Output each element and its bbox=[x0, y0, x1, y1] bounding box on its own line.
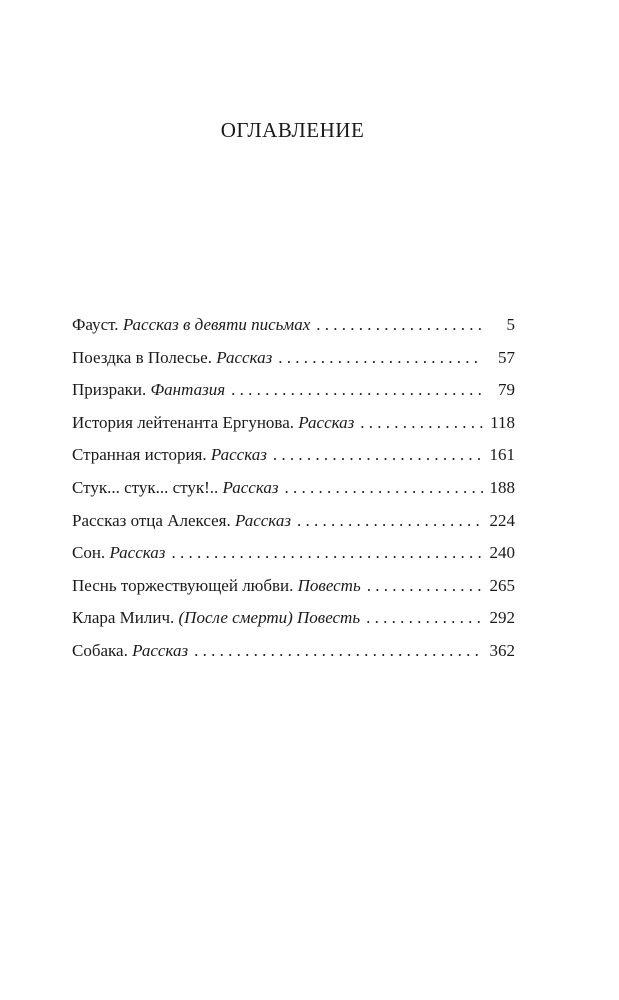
toc-entry[interactable] bbox=[72, 511, 515, 544]
toc-leader-dots bbox=[316, 315, 483, 335]
toc-leader-dots bbox=[231, 380, 483, 400]
toc-entry[interactable] bbox=[72, 641, 515, 674]
toc-entry-title: Клара Милич. bbox=[72, 608, 175, 628]
toc-entry-page: 224 bbox=[489, 510, 515, 530]
toc-entry-page: 292 bbox=[489, 608, 515, 628]
toc-entry-page: 57 bbox=[498, 347, 515, 367]
toc-leader-dots bbox=[285, 478, 483, 498]
toc-entry-genre: (После смерти) Повесть bbox=[178, 608, 361, 628]
toc-entry-page: 118 bbox=[490, 412, 515, 432]
toc-leader-dots bbox=[297, 511, 483, 531]
toc-entry-genre: Повесть bbox=[297, 575, 361, 595]
toc-entry-title: Сон. bbox=[72, 543, 106, 563]
toc-entry[interactable] bbox=[72, 478, 515, 511]
toc-entry[interactable] bbox=[72, 576, 515, 609]
toc-entry-genre: Рассказ bbox=[210, 445, 267, 465]
toc-entry[interactable] bbox=[72, 380, 515, 413]
toc-entry-genre: Рассказ bbox=[234, 510, 291, 530]
toc-leader-dots bbox=[278, 348, 483, 368]
toc-leader-dots bbox=[171, 543, 483, 563]
toc-entry-title: Поездка в Полесье. bbox=[72, 347, 212, 367]
toc-entry-page: 161 bbox=[489, 445, 515, 465]
toc-entry-page: 5 bbox=[506, 315, 515, 334]
toc-entry-title: Призраки. bbox=[72, 380, 147, 400]
toc-entry-title: Фауст. bbox=[72, 315, 119, 334]
toc-entry-title: Собака. bbox=[72, 640, 128, 660]
toc-entry-genre: Рассказ в девяти письмах bbox=[122, 315, 311, 334]
toc-entry-title: Странная история. bbox=[72, 445, 207, 465]
toc-leader-dots bbox=[273, 445, 483, 465]
toc-entry-genre: Рассказ bbox=[109, 543, 166, 563]
toc-entry-page: 265 bbox=[489, 575, 515, 595]
toc-entry[interactable] bbox=[72, 608, 515, 641]
toc-entry-page: 362 bbox=[489, 640, 515, 660]
toc-leader-dots bbox=[360, 413, 483, 433]
toc-entry[interactable] bbox=[72, 543, 515, 576]
toc-entry[interactable] bbox=[72, 315, 515, 348]
toc-entry-genre: Фантазия bbox=[150, 380, 226, 400]
toc-entry-page: 79 bbox=[498, 380, 515, 400]
toc-entry-genre: Рассказ bbox=[132, 640, 189, 660]
toc-leader-dots bbox=[366, 608, 483, 628]
toc-entry[interactable] bbox=[72, 348, 515, 381]
toc-entry[interactable] bbox=[72, 413, 515, 446]
toc-entry-title: Стук... стук... стук!.. bbox=[72, 477, 219, 497]
toc-leader-dots bbox=[367, 576, 483, 596]
toc-entry-title: Рассказ отца Алексея. bbox=[72, 510, 231, 530]
toc-entry-title: Песнь торжествующей любви. bbox=[72, 575, 294, 595]
toc-entry-genre: Рассказ bbox=[216, 347, 273, 367]
toc-entry-page: 188 bbox=[489, 477, 515, 497]
toc-entry[interactable] bbox=[72, 445, 515, 478]
toc-entry-genre: Рассказ bbox=[222, 477, 279, 497]
toc-leader-dots bbox=[194, 641, 483, 661]
table-of-contents-list bbox=[72, 315, 515, 674]
toc-entry-title: История лейтенанта Ергунова. bbox=[72, 412, 295, 432]
table-of-contents-heading: ОГЛАВЛЕНИЕ bbox=[220, 118, 365, 142]
toc-entry-genre: Рассказ bbox=[298, 412, 355, 432]
toc-entry-page: 240 bbox=[489, 543, 515, 563]
